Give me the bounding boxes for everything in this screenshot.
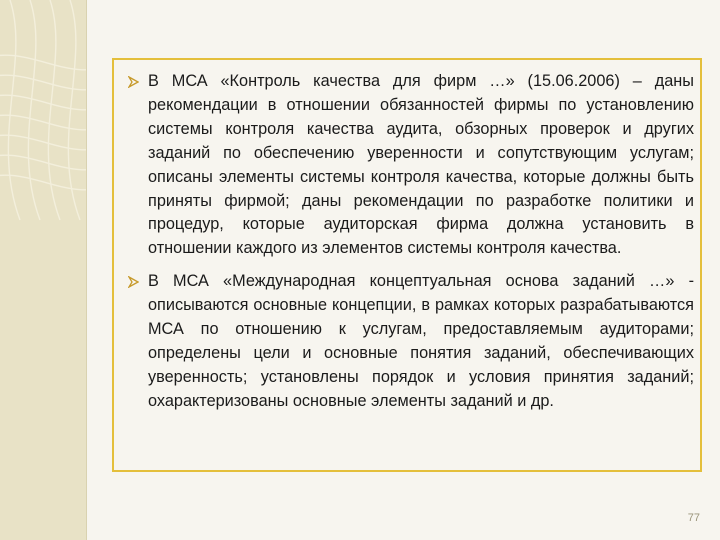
bullet-text: В МСА «Международная концептуальная основа заданий …» - описываются основные концепции, в рамках которых разрабатываются МСА по отношению к услугам, предоставляемым аудиторами; определены цели и основные понятия заданий, обеспечивающих уверенность; установлены порядок и условия принятия заданий; охарактеризованы основные элементы заданий и др. bbox=[148, 272, 694, 410]
decorative-left-panel bbox=[0, 0, 86, 540]
arrowhead-bullet-icon bbox=[128, 276, 139, 288]
bullet-list bbox=[128, 70, 694, 423]
bullet-text: В МСА «Контроль качества для фирм …» (15.06.2006) – даны рекомендации в отношении обязанностей фирмы по установлению системы контроля качества аудита, обзорных проверок и других заданий по обеспечению уверенности и сопутствующим услугам; описаны элементы системы контроля качества, которые должны быть приняты фирмой; даны рекомендации по разработке политики и процедур, которые аудиторская фирма должна установить в отношении каждого из элементов системы контроля качества. bbox=[148, 72, 694, 258]
bullet-item-2 bbox=[128, 270, 694, 413]
decorative-curves bbox=[0, 0, 86, 540]
bullet-item-1 bbox=[128, 70, 694, 261]
panel-divider bbox=[86, 0, 87, 540]
page-number: 77 bbox=[687, 512, 700, 524]
arrowhead-bullet-icon bbox=[128, 76, 139, 88]
